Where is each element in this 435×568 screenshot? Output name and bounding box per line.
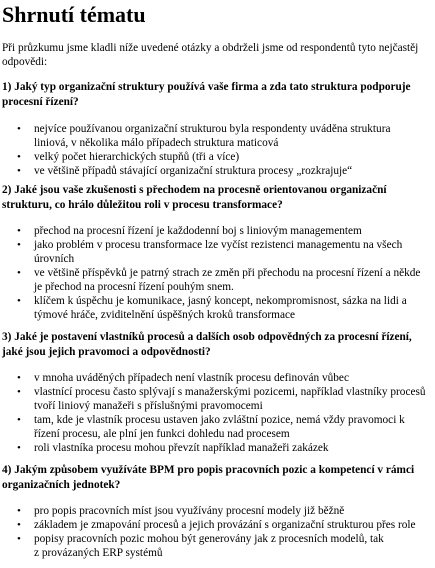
bullet-icon: • bbox=[17, 505, 21, 517]
page-title: Shrnutí tématu bbox=[2, 2, 146, 27]
list-item bbox=[0, 504, 435, 518]
bullet-line: jako problém v procesu transformace lze vyčíst rezistenci managementu na všech bbox=[34, 239, 403, 251]
intro-line-1: Při průzkumu jsme kladli níže uvedené otázky a obdrželi jsme od respondentů tyto nejčastěj bbox=[2, 42, 419, 54]
section-4-answers bbox=[0, 504, 435, 560]
bullet-line: přechod na procesní řízení je každodenní boj s liniovým managementem bbox=[34, 225, 362, 237]
intro-line-2: odpovědi: bbox=[2, 56, 48, 68]
bullet-line: velký počet hierarchických stupňů (tři a více) bbox=[34, 151, 240, 163]
list-item bbox=[0, 371, 435, 385]
bullet-line: je přechod na procesní řízení pouhým snem. bbox=[34, 281, 234, 293]
bullet-line: nejvíce používanou organizační strukturou byla respondenty uváděna struktura bbox=[34, 123, 391, 135]
list-item bbox=[0, 122, 435, 150]
bullet-icon: • bbox=[17, 442, 21, 454]
bullet-icon: • bbox=[17, 225, 21, 237]
bullet-line: ve většině případů stávající organizační struktura procesy „rozkrajuje“ bbox=[34, 165, 353, 177]
bullet-line: řízení procesu, ale plní jen funkci dohledu nad procesem bbox=[34, 428, 290, 440]
section-2-answers bbox=[0, 224, 435, 322]
bullet-icon: • bbox=[17, 239, 21, 251]
section-1-question-line-2: procesní řízení? bbox=[2, 96, 79, 108]
section-1-question-line-1: 1) Jaký typ organizační struktury používá vaše firma a zda tato struktura podporuje bbox=[2, 81, 411, 93]
bullet-icon: • bbox=[17, 533, 21, 545]
list-item bbox=[0, 518, 435, 532]
section-1-answers bbox=[0, 122, 435, 178]
bullet-line: roli vlastníka procesu mohou převzít například manažeři zakázek bbox=[34, 442, 329, 454]
section-2-question-line-1: 2) Jaké jsou vaše zkušenosti s přechodem na procesně orientovanou organizační bbox=[2, 184, 387, 196]
bullet-line: vlastnící procesu často splývají s manažerskými pozicemi, například vlastníky procesů bbox=[34, 386, 426, 398]
list-item bbox=[0, 150, 435, 164]
bullet-line: tvoří liniový manažeři s příslušnými pravomocemi bbox=[34, 400, 263, 412]
section-3-question bbox=[2, 330, 435, 360]
list-item bbox=[0, 413, 435, 441]
bullet-icon: • bbox=[17, 414, 21, 426]
bullet-icon: • bbox=[17, 151, 21, 163]
section-4-question-line-1: 4) Jakým způsobem využíváte BPM pro popis pracovních pozic a kompetencí v rámci bbox=[2, 464, 415, 476]
bullet-icon: • bbox=[17, 123, 21, 135]
bullet-icon: • bbox=[17, 267, 21, 279]
bullet-line: ve většině příspěvků je patrný strach ze změn při přechodu na procesní řízení a někde bbox=[34, 267, 421, 279]
bullet-line: liniová, v několika málo případech struktura maticová bbox=[34, 137, 279, 149]
list-item bbox=[0, 164, 435, 178]
bullet-icon: • bbox=[17, 165, 21, 177]
section-2-question-line-2: strukturu, co hrálo důležitou roli v procesu transformace? bbox=[2, 199, 283, 211]
section-4-question bbox=[2, 463, 435, 493]
bullet-line: tam, kde je vlastník procesu ustaven jako zvláštní pozice, nemá vždy pravomoci k bbox=[34, 414, 405, 426]
list-item bbox=[0, 266, 435, 294]
bullet-icon: • bbox=[17, 386, 21, 398]
list-item bbox=[0, 294, 435, 322]
bullet-line: týmové hráče, zviditelnění úspěšných kroků transformace bbox=[34, 309, 295, 321]
list-item bbox=[0, 441, 435, 455]
list-item bbox=[0, 224, 435, 238]
bullet-icon: • bbox=[17, 519, 21, 531]
bullet-line: úrovních bbox=[34, 253, 75, 265]
bullet-line: klíčem k úspěchu je komunikace, jasný koncept, nekompromisnost, sázka na lidi a bbox=[34, 295, 407, 307]
bullet-line: v mnoha uváděných případech není vlastník procesu definován vůbec bbox=[34, 372, 349, 384]
list-item bbox=[0, 532, 435, 560]
intro-paragraph bbox=[2, 41, 435, 69]
bullet-line: pro popis pracovních míst jsou využívány procesní modely již běžně bbox=[34, 505, 345, 517]
section-2-question bbox=[2, 183, 435, 213]
section-3-question-line-2: jaké jsou jejich pravomoci a odpovědnosti? bbox=[2, 346, 211, 358]
bullet-icon: • bbox=[17, 372, 21, 384]
list-item bbox=[0, 385, 435, 413]
bullet-line: z provázaných ERP systémů bbox=[34, 547, 163, 559]
bullet-line: základem je zmapování procesů a jejich provázání s organizační strukturou přes role bbox=[34, 519, 416, 531]
section-1-question bbox=[2, 80, 435, 110]
bullet-line: popisy pracovních pozic mohou být generovány jak z procesních modelů, tak bbox=[34, 533, 384, 545]
section-3-answers bbox=[0, 371, 435, 455]
section-3-question-line-1: 3) Jaké je postavení vlastníků procesů a dalších osob odpovědných za procesní řízení, bbox=[2, 331, 412, 343]
section-4-question-line-2: organizačních jednotek? bbox=[2, 479, 121, 491]
list-item bbox=[0, 238, 435, 266]
bullet-icon: • bbox=[17, 295, 21, 307]
